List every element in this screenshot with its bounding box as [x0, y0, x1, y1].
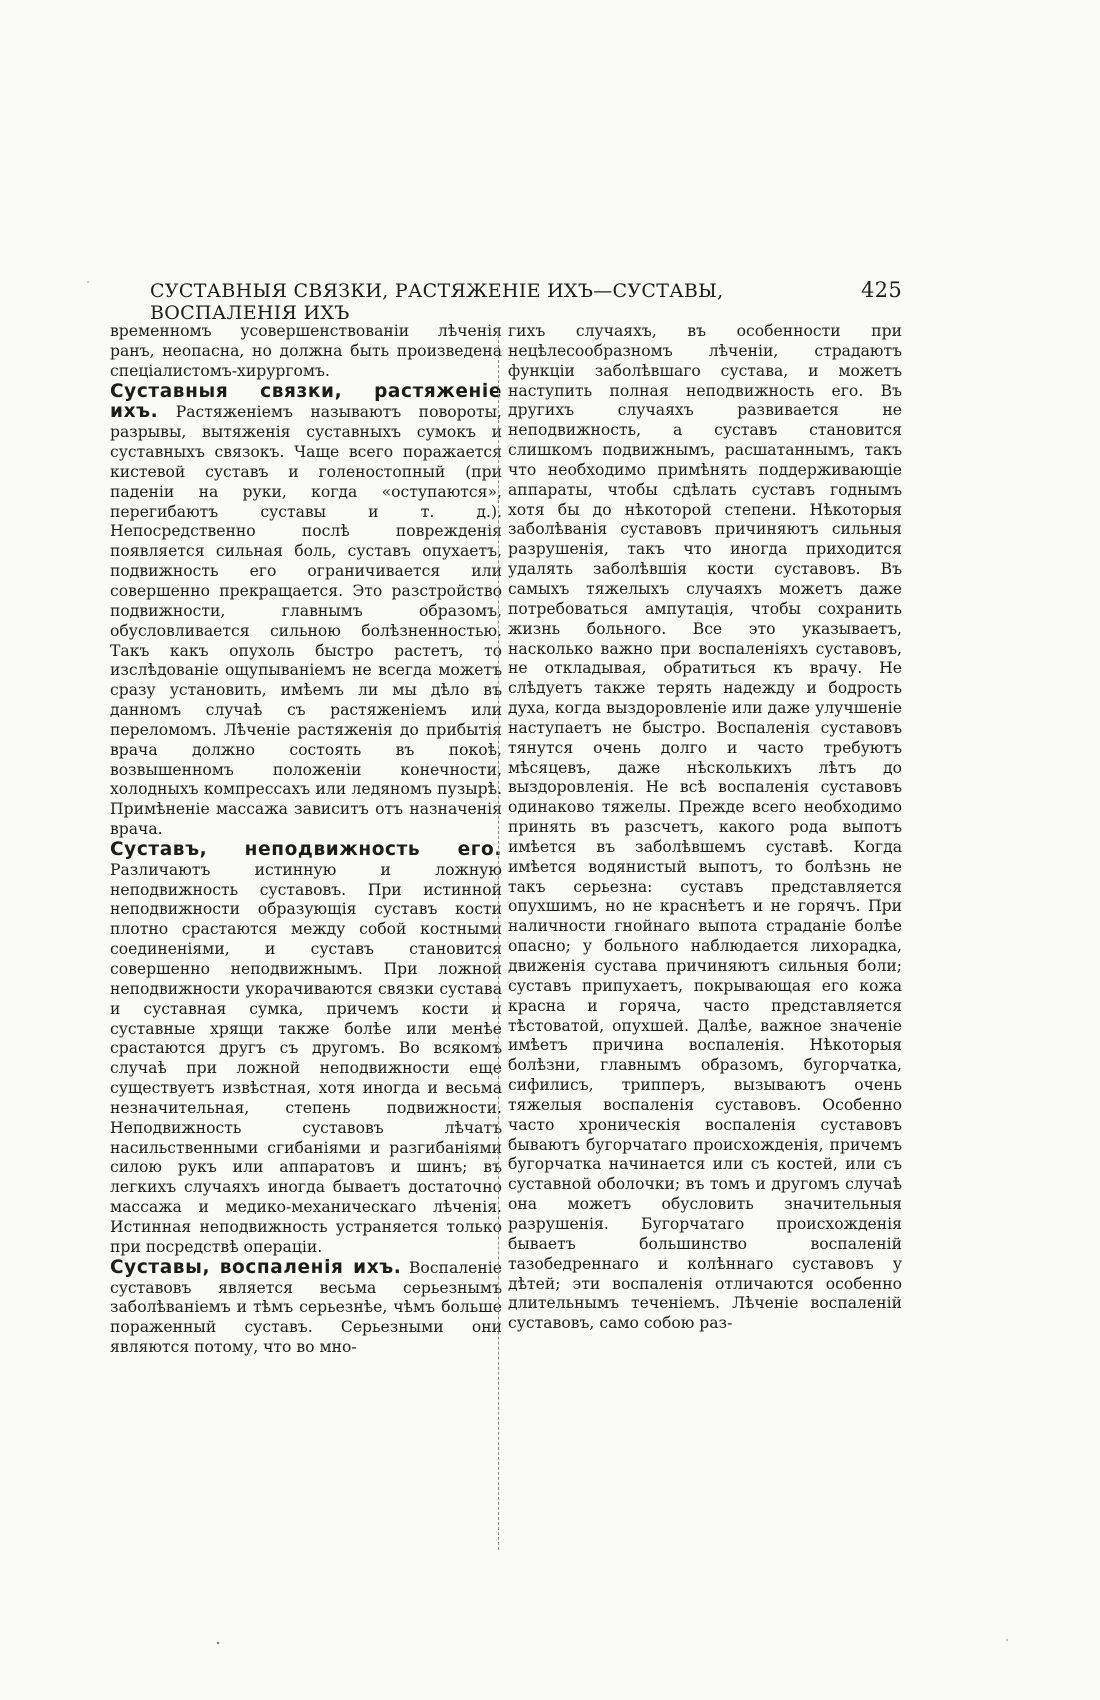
heading-joint-ligaments: Суставныя связки, растяженіе ихъ. [110, 380, 502, 423]
section-text-ligaments: Растяженіемъ называютъ повороты, разрывы, вытяженія суставныхъ сумокъ и суставныхъ связокъ. Чаще всего поражается кистевой суставъ и голеностопный (при паденіи на руки, когда «оступаются», перегибаютъ суставы и т. д.). Непосредственно послѣ поврежденія появляется сильная боль, суставъ опухаетъ, подвижность его ограничивается или совершенно прекращается. Это разстройство подвижности, главнымъ образомъ, обусловливается сильною болѣзненностью. Такъ какъ опухоль быстро растетъ, то изслѣдованіе ощупываніемъ не всегда можетъ сразу установить, имѣемъ ли мы дѣло въ данномъ случаѣ съ растяженіемъ или переломомъ. Лѣченіе растяженія до прибытія врача должно состоять въ покоѣ, возвышенномъ положеніи конечности, холодныхъ компрессахъ или ледяномъ пузырѣ. Примѣненіе массажа зависитъ отъ назначенія врача. [110, 403, 502, 839]
section-text-immobility: Различаютъ истинную и ложную неподвижность суставовъ. При истинной неподвижности образующія суставъ кости плотно срастаются между собой костными соединеніями, и суставъ становится совершенно неподвижнымъ. При ложной неподвижности укорачиваются связки сустава и суставная сумка, причемъ кости и суставные хрящи также болѣе или менѣе срастаются другъ съ другомъ. Во всякомъ случаѣ при ложной неподвижности еще существуетъ извѣстная, хотя иногда и весьма незначительная, степень подвижности. Неподвижность суставовъ лѣчатъ насильственными сгибаніями и разгибаніями силою рукъ или аппаратовъ и шинъ; въ легкихъ случаяхъ иногда бываетъ достаточно массажа и медико-механическаго лѣченія. Истинная неподвижность устраняется только при посредствѣ операціи. [110, 860, 502, 1256]
heading-joint-immobility: Суставъ, неподвижность его. [110, 838, 502, 860]
page-title: СУСТАВНЫЯ СВЯЗКИ, РАСТЯЖЕНІЕ ИХЪ—СУСТАВЫ, ВОСПАЛЕНІЯ ИХЪ [150, 280, 724, 324]
left-column [110, 322, 502, 1358]
section-text-inflammation: Воспаленіе суставовъ является весьма серьезнымъ заболѣваніемъ и тѣмъ серьезнѣе, чѣмъ больше пораженный суставъ. Серьезными они являются потому, что во мно- [110, 1258, 502, 1357]
column-divider [498, 330, 499, 1550]
section-joint-ligaments [110, 382, 502, 840]
page-number: 425 [861, 278, 902, 302]
heading-joint-inflammation: Суставы, воспаленія ихъ. [110, 1256, 402, 1278]
right-column [508, 322, 902, 1334]
section-joint-immobility [110, 840, 502, 1258]
left-paragraph-1: временномъ усовершенствованіи лѣченія ранъ, неопасна, но должна быть произведена спеціалистомъ-хирургомъ. [110, 322, 502, 380]
running-head [150, 278, 902, 324]
right-paragraph-1: гихъ случаяхъ, въ особенности при нецѣлесообразномъ лѣченіи, страдаютъ функціи заболѣвшаго сустава, и можетъ наступить полная неподвижность его. Въ другихъ случаяхъ развивается не неподвижность, а суставъ становится слишкомъ подвижнымъ, расшатаннымъ, такъ что необходимо примѣнять поддерживающіе аппараты, чтобы сдѣлать суставъ годнымъ хотя бы до нѣкоторой степени. Нѣкоторыя заболѣванія суставовъ причиняютъ сильныя разрушенія, такъ что иногда приходится удалять заболѣвшія кости суставовъ. Въ самыхъ тяжелыхъ случаяхъ можетъ даже потребоваться ампутація, чтобы сохранить жизнь больного. Все это указываетъ, насколько важно при воспаленіяхъ суставовъ, не откладывая, обратиться къ врачу. Не слѣдуетъ также терять надежду и бодрость духа, когда выздоровленіе или даже улучшеніе наступаетъ не быстро. Воспаленія суставовъ тянутся очень долго и часто требуютъ мѣсяцевъ, даже нѣсколькихъ лѣтъ до выздоровленія. Не всѣ воспаленія суставовъ одинаково тяжелы. Прежде всего необходимо принять въ разсчетъ, какого рода выпотъ имѣется въ заболѣвшемъ суставѣ. Когда имѣется водянистый выпотъ, то болѣзнь не такъ серьезна: суставъ представляется опухшимъ, но не краснѣетъ и не горячъ. При наличности гнойнаго выпота страданіе болѣе опасно; у больного наблюдается лихорадка, движенія сустава причиняютъ сильныя боли; суставъ припухаетъ, покрывающая его кожа красна и горяча, часто представляется тѣстоватой, опухшей. Далѣе, важное значеніе имѣетъ причина воспаленія. Нѣкоторыя болѣзни, главнымъ образомъ, бугорчатка, сифилисъ, трипперъ, вызываютъ очень тяжелыя воспаленія суставовъ. Особенно часто хроническія воспаленія суставовъ бываютъ бугорчатаго происхожденія, причемъ бугорчатка начинается или съ костей, или съ суставной оболочки; въ томъ и другомъ случаѣ она можетъ обусловить значительныя разрушенія. Бугорчатаго происхожденія бываетъ большинство воспаленій тазобедреннаго и колѣннаго суставовъ у дѣтей; эти воспаленія отличаются особенно длительнымъ теченіемъ. Лѣченіе воспаленій суставовъ, само собою раз- [508, 322, 902, 1333]
section-joint-inflammation [110, 1258, 502, 1358]
